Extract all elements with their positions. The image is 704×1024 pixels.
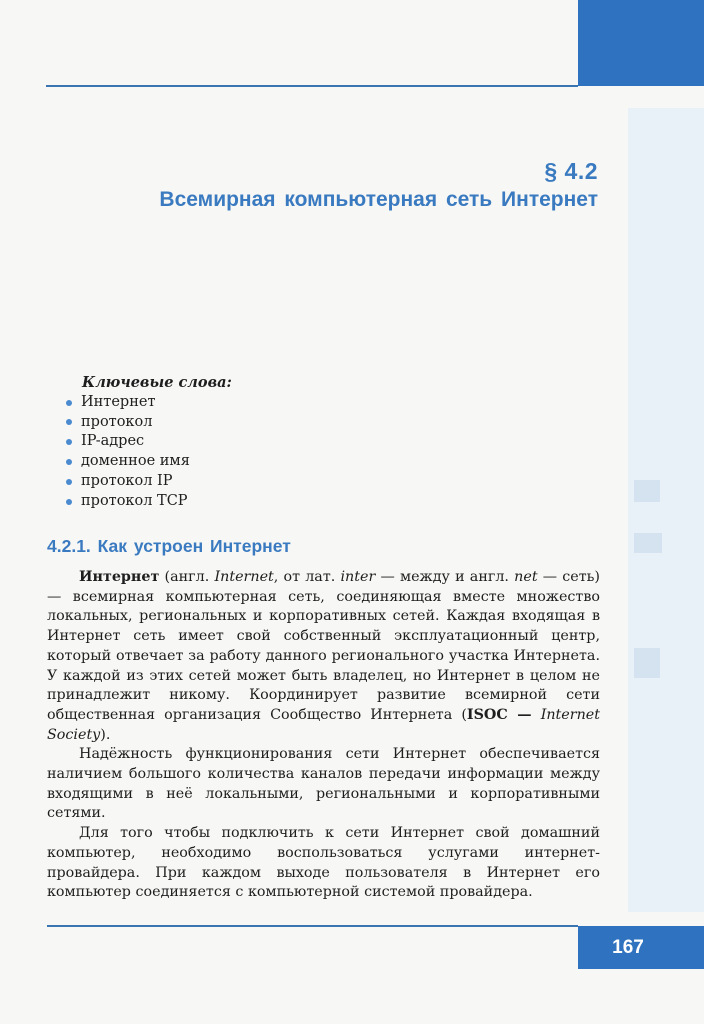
header-color-block <box>578 0 704 86</box>
term-isoc: ISOC — <box>466 706 532 723</box>
side-mark <box>634 648 660 678</box>
subsection-title: 4.2.1. Как устроен Интернет <box>47 536 291 556</box>
text-run: — между и англ. <box>375 569 515 585</box>
term-english: Internet <box>214 569 274 585</box>
side-mark <box>634 480 660 502</box>
side-margin-strip <box>628 108 704 912</box>
text-run <box>532 707 541 723</box>
paragraph-1 <box>47 568 600 745</box>
keyword-item <box>62 452 232 472</box>
bullet-icon <box>66 499 72 505</box>
term-net: net <box>514 569 538 585</box>
page-number: 167 <box>612 936 644 958</box>
term-internet: Интернет <box>79 569 160 585</box>
paragraph-3: Для того чтобы подключить к сети Интернет свой домашний компьютер, необходимо воспользоваться услугами интернет-провайдера. При каждом выходе пользователя в Интернет его компьютер соединяется с компьютерной системой провайдера. <box>47 825 600 901</box>
text-run: (англ. <box>159 569 215 585</box>
keywords-heading: Ключевые слова: <box>82 374 232 391</box>
footer-rule <box>47 925 578 927</box>
keyword-item <box>62 413 232 433</box>
text-run: , от лат. <box>273 569 341 585</box>
bullet-icon <box>66 400 72 406</box>
term-latin: inter <box>340 569 376 585</box>
bullet-icon <box>66 479 72 485</box>
section-title: Всемирная компьютерная сеть Интернет <box>159 188 598 211</box>
keyword-label: протокол TCP <box>81 492 188 509</box>
keyword-item <box>62 432 232 452</box>
text-run: — сеть) — всемирная компьютерная сеть, соединяющая вместе множество локальных, региональных и корпоративных сетей. Каждая входящая в Интернет сеть имеет свой собственный эксплуатационный центр, который отвечает за работу данного регионального участка Интернета. У каждой из этих сетей может быть владелец, но Интернет в целом не принадлежит никому. Координирует развитие всемирной сети общественная организация Сообщество Интернета ( <box>47 569 600 723</box>
keywords-block <box>62 373 232 512</box>
side-mark <box>634 533 662 553</box>
keyword-label: Интернет <box>81 393 156 410</box>
keywords-list <box>62 393 232 512</box>
bullet-icon <box>66 439 72 445</box>
keyword-item <box>62 472 232 492</box>
text-run: ). <box>100 726 111 743</box>
keyword-item <box>62 393 232 413</box>
keyword-label: IP-адрес <box>81 433 145 450</box>
bullet-icon <box>66 419 72 425</box>
bullet-icon <box>66 459 72 465</box>
body-text <box>47 568 600 903</box>
keyword-label: доменное имя <box>81 453 190 470</box>
page-number-block <box>578 926 704 969</box>
section-number: § 4.2 <box>544 158 598 184</box>
keyword-label: протокол <box>81 413 153 430</box>
keyword-label: протокол IP <box>81 472 173 489</box>
keyword-item <box>62 492 232 512</box>
header-rule <box>46 85 578 87</box>
term-internet-society: Internet Society <box>47 706 601 743</box>
paragraph-2: Надёжность функционирования сети Интернет обеспечивается наличием большого количества каналов передачи информации между входящими в неё локальными, региональными и корпоративными сетями. <box>47 746 600 822</box>
